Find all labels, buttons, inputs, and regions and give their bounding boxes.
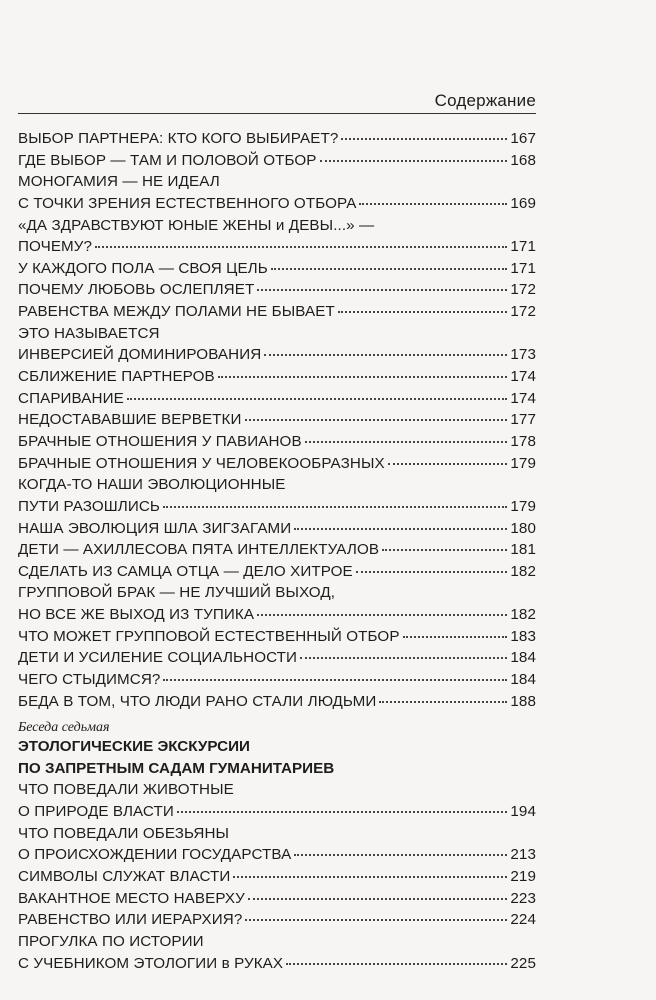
dot-leader — [163, 505, 507, 508]
toc-entry — [18, 173, 536, 195]
toc-entry-title: У КАЖДОГО ПОЛА — СВОЯ ЦЕЛЬ — [18, 259, 268, 277]
running-header — [18, 91, 536, 114]
toc-entry-title: ИНВЕРСИЕЙ ДОМИНИРОВАНИЯ — [18, 346, 262, 364]
dot-leader — [95, 245, 507, 248]
dot-leader — [264, 353, 507, 356]
dot-leader — [177, 810, 507, 813]
toc-entry-title: РАВЕНСТВО ИЛИ ИЕРАРХИЯ? — [18, 911, 243, 929]
toc-part-2 — [18, 781, 536, 976]
dot-leader — [257, 613, 507, 616]
toc-entry — [18, 281, 536, 303]
toc-entry-page: 168 — [510, 151, 536, 169]
toc-entry-page: 219 — [510, 868, 536, 886]
toc-entry-title: ПРОГУЛКА ПО ИСТОРИИ — [18, 932, 204, 950]
dot-leader — [271, 267, 508, 270]
toc-entry-page: 177 — [510, 411, 536, 429]
dot-leader — [379, 700, 507, 703]
toc-entry-title: ЧЕГО СТЫДИМСЯ? — [18, 671, 161, 689]
toc-entry — [18, 498, 536, 520]
toc-entry-page: 172 — [510, 281, 536, 299]
toc-entry-title: НАША ЭВОЛЮЦИЯ ШЛА ЗИГЗАГАМИ — [18, 519, 292, 537]
toc-entry — [18, 649, 536, 671]
toc-entry-page: 224 — [510, 911, 536, 929]
toc-entry-title: БРАЧНЫЕ ОТНОШЕНИЯ У ПАВИАНОВ — [18, 432, 302, 450]
toc-entry-title: С ТОЧКИ ЗРЕНИЯ ЕСТЕСТВЕННОГО ОТБОРА — [18, 194, 357, 212]
dot-leader — [245, 918, 507, 921]
toc-entry-page: 174 — [510, 368, 536, 386]
page-title: Содержание — [434, 91, 536, 110]
toc-entry-title: КОГДА-ТО НАШИ ЭВОЛЮЦИОННЫЕ — [18, 476, 286, 494]
dot-leader — [300, 656, 507, 659]
dot-leader — [382, 548, 507, 551]
toc-entry-page: 171 — [510, 259, 536, 277]
toc-entry-title: СИМВОЛЫ СЛУЖАТ ВЛАСТИ — [18, 868, 231, 886]
toc-entry — [18, 584, 536, 606]
toc-entry-title: СПАРИВАНИЕ — [18, 389, 124, 407]
toc-entry — [18, 541, 536, 563]
dot-leader — [257, 288, 507, 291]
dot-leader — [245, 418, 508, 421]
toc-entry — [18, 628, 536, 650]
dot-leader — [233, 875, 507, 878]
toc-entry — [18, 890, 536, 912]
toc-entry-title: ПУТИ РАЗОШЛИСЬ — [18, 497, 161, 515]
toc-entry-page: 178 — [510, 432, 536, 450]
toc-entry-title: МОНОГАМИЯ — НЕ ИДЕАЛ — [18, 173, 220, 191]
toc-entry — [18, 411, 536, 433]
toc-entry-title: «ДА ЗДРАВСТВУЮТ ЮНЫЕ ЖЕНЫ и ДЕВЫ...» — — [18, 216, 375, 234]
toc-entry-title: ДЕТИ И УСИЛЕНИЕ СОЦИАЛЬНОСТИ — [18, 649, 298, 667]
toc-part-1 — [18, 130, 536, 714]
toc-entry-title: ГДЕ ВЫБОР — ТАМ И ПОЛОВОЙ ОТБОР — [18, 151, 317, 169]
section-label: Беседа седьмая — [18, 720, 110, 736]
toc-entry — [18, 368, 536, 390]
toc-entry-title: О ПРИРОДЕ ВЛАСТИ — [18, 803, 174, 821]
toc-entry-title: СБЛИЖЕНИЕ ПАРТНЕРОВ — [18, 368, 215, 386]
toc-entry-title: РАВЕНСТВА МЕЖДУ ПОЛАМИ НЕ БЫВАЕТ — [18, 303, 335, 321]
toc-entry — [18, 455, 536, 477]
toc-entry — [18, 825, 536, 847]
table-of-contents — [18, 130, 536, 976]
toc-entry-page: 173 — [510, 346, 536, 364]
toc-entry-page: 172 — [510, 303, 536, 321]
toc-entry — [18, 346, 536, 368]
toc-entry-title: ЧТО ПОВЕДАЛИ ЖИВОТНЫЕ — [18, 781, 234, 799]
dot-leader — [356, 570, 508, 573]
section-title-line-1: ЭТОЛОГИЧЕСКИЕ ЭКСКУРСИИ — [18, 738, 250, 756]
toc-entry — [18, 325, 536, 347]
toc-entry-title: БРАЧНЫЕ ОТНОШЕНИЯ У ЧЕЛОВЕКООБРАЗНЫХ — [18, 454, 385, 472]
toc-entry-title: ЧТО ПОВЕДАЛИ ОБЕЗЬЯНЫ — [18, 824, 230, 842]
toc-entry-title: ПОЧЕМУ? — [18, 238, 93, 256]
toc-entry-page: 179 — [510, 497, 536, 515]
toc-entry-page: 182 — [510, 562, 536, 580]
dot-leader — [294, 853, 507, 856]
toc-entry — [18, 846, 536, 868]
dot-leader — [294, 527, 507, 530]
toc-entry-page: 167 — [510, 130, 536, 147]
toc-entry — [18, 217, 536, 239]
toc-entry — [18, 693, 536, 715]
toc-entry — [18, 520, 536, 542]
toc-entry — [18, 260, 536, 282]
toc-entry-title: ВЫБОР ПАРТНЕРА: КТО КОГО ВЫБИРАЕТ? — [18, 130, 339, 147]
toc-entry-title: С УЧЕБНИКОМ ЭТОЛОГИИ в РУКАХ — [18, 954, 284, 972]
toc-entry-title: ГРУППОВОЙ БРАК — НЕ ЛУЧШИЙ ВЫХОД, — [18, 584, 336, 602]
toc-entry — [18, 238, 536, 260]
toc-entry — [18, 303, 536, 325]
toc-entry-title: ЧТО МОЖЕТ ГРУППОВОЙ ЕСТЕСТВЕННЫЙ ОТБОР — [18, 627, 400, 645]
section-title-line-2: ПО ЗАПРЕТНЫМ САДАМ ГУМАНИТАРИЕВ — [18, 759, 335, 777]
dot-leader — [163, 678, 507, 681]
toc-entry — [18, 955, 536, 977]
toc-entry-page: 179 — [510, 454, 536, 472]
dot-leader — [286, 962, 507, 965]
toc-entry — [18, 433, 536, 455]
toc-entry-page: 169 — [510, 194, 536, 212]
toc-entry-page: 184 — [510, 671, 536, 689]
toc-entry — [18, 563, 536, 585]
toc-entry-page: 171 — [510, 238, 536, 256]
toc-entry-title: ЭТО НАЗЫВАЕТСЯ — [18, 324, 160, 342]
dot-leader — [403, 635, 508, 638]
toc-entry-title: НЕДОСТАВАВШИЕ ВЕРВЕТКИ — [18, 411, 242, 429]
toc-entry-title: ПОЧЕМУ ЛЮБОВЬ ОСЛЕПЛЯЕТ — [18, 281, 255, 299]
toc-entry-page: 180 — [510, 519, 536, 537]
toc-entry — [18, 911, 536, 933]
toc-entry — [18, 390, 536, 412]
dot-leader — [388, 462, 508, 465]
toc-entry — [18, 195, 536, 217]
dot-leader — [248, 897, 507, 900]
toc-entry-title: ВАКАНТНОЕ МЕСТО НАВЕРХУ — [18, 889, 245, 907]
toc-entry-page: 188 — [510, 692, 536, 710]
toc-entry-page: 223 — [510, 889, 536, 907]
toc-entry-title: СДЕЛАТЬ ИЗ САМЦА ОТЦА — ДЕЛО ХИТРОЕ — [18, 562, 353, 580]
toc-entry-title: НО ВСЕ ЖЕ ВЫХОД ИЗ ТУПИКА — [18, 606, 255, 624]
toc-entry-page: 213 — [510, 846, 536, 864]
toc-entry-title: БЕДА В ТОМ, ЧТО ЛЮДИ РАНО СТАЛИ ЛЮДЬМИ — [18, 692, 377, 710]
dot-leader — [341, 137, 507, 140]
toc-entry-page: 225 — [510, 954, 536, 972]
toc-entry — [18, 671, 536, 693]
dot-leader — [218, 375, 508, 378]
toc-entry — [18, 803, 536, 825]
toc-entry — [18, 933, 536, 955]
dot-leader — [127, 397, 508, 400]
toc-entry-page: 181 — [510, 541, 536, 559]
toc-entry-page: 183 — [510, 627, 536, 645]
toc-entry-page: 182 — [510, 606, 536, 624]
toc-entry-title: О ПРОИСХОЖДЕНИИ ГОСУДАРСТВА — [18, 846, 292, 864]
dot-leader — [359, 202, 507, 205]
toc-entry — [18, 152, 536, 174]
toc-entry-page: 184 — [510, 649, 536, 667]
toc-entry — [18, 476, 536, 498]
toc-entry-page: 174 — [510, 389, 536, 407]
dot-leader — [305, 440, 508, 443]
toc-entry — [18, 781, 536, 803]
toc-entry — [18, 130, 536, 152]
dot-leader — [338, 310, 508, 313]
toc-entry — [18, 868, 536, 890]
toc-entry-title: ДЕТИ — АХИЛЛЕСОВА ПЯТА ИНТЕЛЛЕКТУАЛОВ — [18, 541, 380, 559]
dot-leader — [320, 159, 508, 162]
toc-entry-page: 194 — [510, 803, 536, 821]
toc-entry — [18, 606, 536, 628]
